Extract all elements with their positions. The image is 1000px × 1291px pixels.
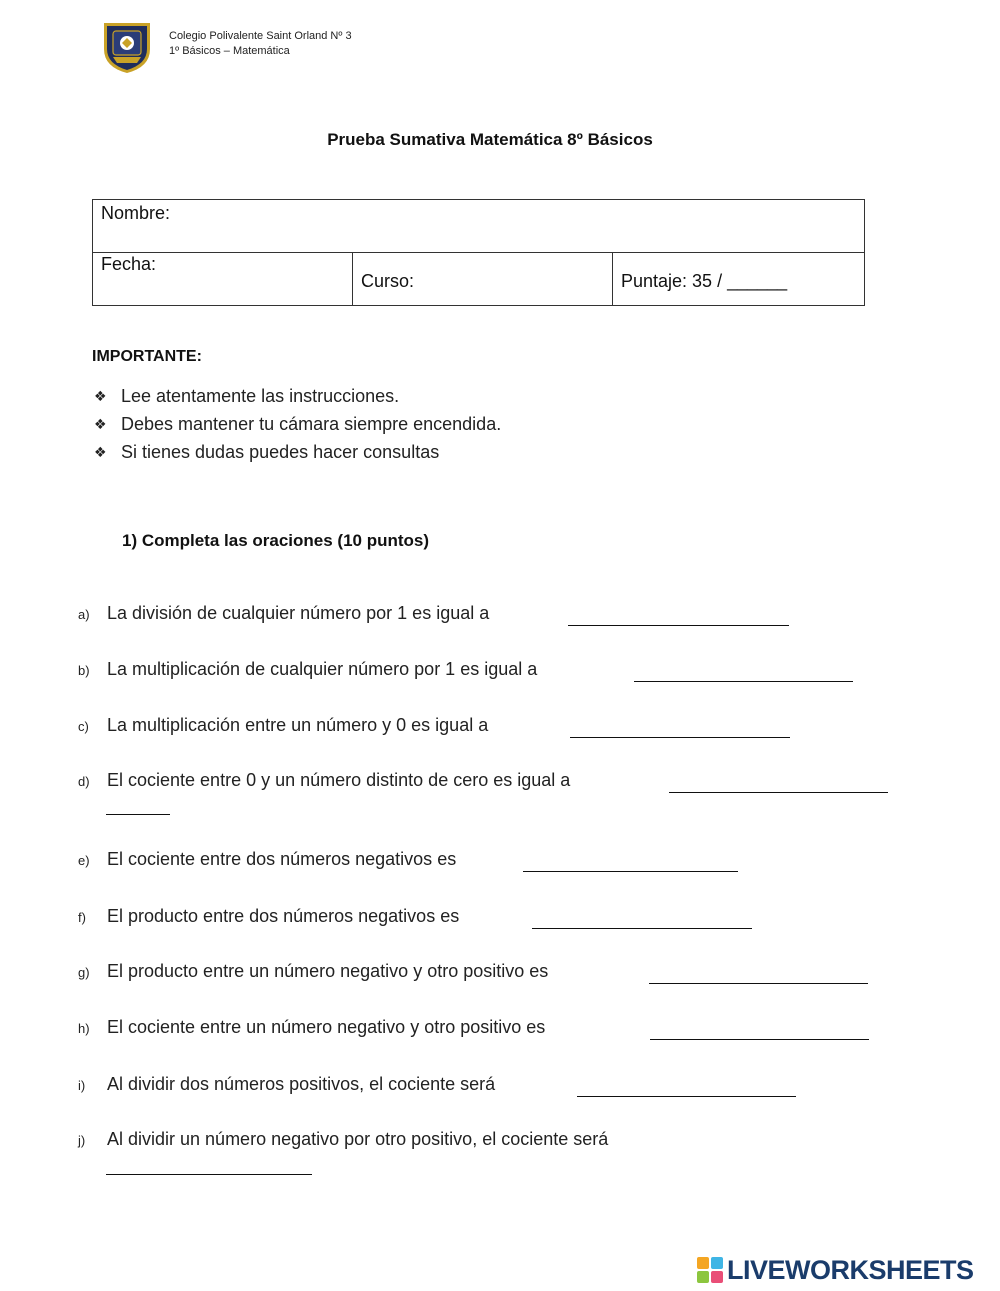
important-heading: IMPORTANTE: bbox=[92, 348, 202, 365]
nombre-field[interactable]: Nombre: bbox=[93, 200, 865, 253]
section-heading: 1) Completa las oraciones (10 puntos) bbox=[122, 531, 430, 550]
answer-blank-e[interactable] bbox=[523, 870, 738, 872]
answer-blank-f[interactable] bbox=[532, 927, 752, 929]
question-i: i) Al dividir dos números positivos, el cociente será bbox=[78, 1074, 496, 1094]
page-title: Prueba Sumativa Matemática 8º Básicos bbox=[327, 130, 653, 149]
fecha-field[interactable]: Fecha: bbox=[93, 253, 353, 306]
question-b: b) La multiplicación de cualquier número por 1 es igual a bbox=[78, 659, 538, 679]
question-g: g) El producto entre un número negativo y otro positivo es bbox=[78, 961, 549, 981]
puntaje-field[interactable]: Puntaje: 35 / ______ bbox=[613, 253, 865, 306]
list-item: ❖ Lee atentamente las instrucciones. bbox=[94, 385, 400, 406]
student-info-table bbox=[92, 199, 865, 306]
school-name: Colegio Polivalente Saint Orland Nº 3 bbox=[169, 30, 352, 42]
question-j: j) Al dividir un número negativo por otro positivo, el cociente será bbox=[78, 1129, 609, 1149]
answer-blank-d[interactable] bbox=[669, 791, 888, 793]
question-e: e) El cociente entre dos números negativos es bbox=[78, 849, 457, 869]
answer-blank-g[interactable] bbox=[649, 982, 868, 984]
answer-blank-b[interactable] bbox=[634, 680, 853, 682]
liveworksheets-logo bbox=[697, 1255, 974, 1285]
answer-blank-c[interactable] bbox=[570, 736, 790, 738]
answer-blank-a[interactable] bbox=[568, 624, 789, 626]
question-f: f) El producto entre dos números negativos es bbox=[78, 906, 460, 926]
course-subtitle: 1º Básicos – Matemática bbox=[169, 45, 290, 57]
question-d: d) El cociente entre 0 y un número distinto de cero es igual a bbox=[78, 770, 571, 790]
school-crest-icon bbox=[101, 19, 153, 75]
list-item: ❖ Debes mantener tu cámara siempre encendida. bbox=[94, 413, 502, 434]
cubes-icon bbox=[697, 1257, 723, 1283]
answer-blank-h[interactable] bbox=[650, 1038, 869, 1040]
answer-blank-i[interactable] bbox=[577, 1095, 796, 1097]
curso-field[interactable]: Curso: bbox=[353, 253, 613, 306]
answer-blank-d-continued[interactable] bbox=[106, 813, 170, 815]
brand-name: LIVEWORKSHEETS bbox=[727, 1254, 974, 1285]
question-h: h) El cociente entre un número negativo y otro positivo es bbox=[78, 1017, 546, 1037]
list-item: ❖ Si tienes dudas puedes hacer consultas bbox=[94, 441, 440, 462]
instructions-list bbox=[94, 382, 501, 466]
school-header bbox=[169, 29, 352, 59]
diamond-bullet-icon: ❖ bbox=[94, 443, 107, 460]
answer-blank-j[interactable] bbox=[106, 1173, 312, 1175]
question-c: c) La multiplicación entre un número y 0 es igual a bbox=[78, 715, 489, 735]
diamond-bullet-icon: ❖ bbox=[94, 415, 107, 432]
diamond-bullet-icon: ❖ bbox=[94, 387, 107, 404]
question-a: a) La división de cualquier número por 1 es igual a bbox=[78, 603, 490, 623]
